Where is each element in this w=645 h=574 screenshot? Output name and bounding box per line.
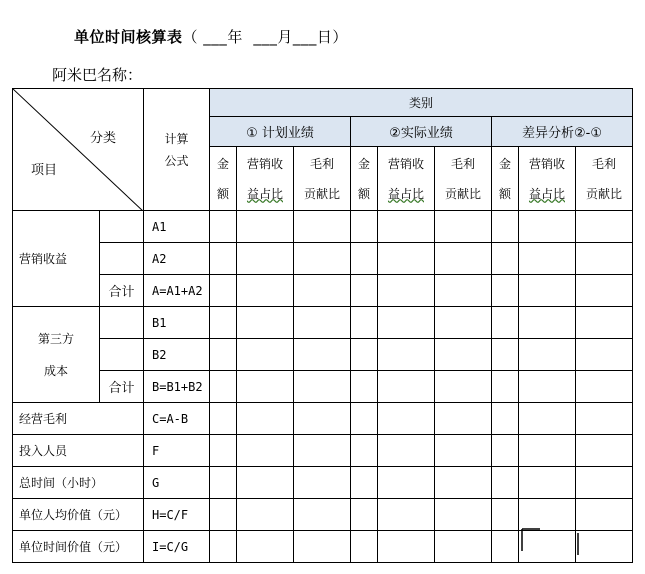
total-hours-label: 总时间（小时） [13, 467, 144, 499]
table-row [13, 339, 633, 371]
third-party-cost-label: 第三方 成本 [13, 307, 100, 403]
subtotal-label: 合计 [100, 275, 144, 307]
item-corner-label: 项目 [31, 163, 58, 178]
table-row [13, 499, 633, 531]
margin-contribution-header: 毛利 贡献比 [435, 147, 492, 211]
formula-cell: C=A-B [144, 403, 210, 435]
diagonal-line [13, 89, 144, 211]
table-row [13, 435, 633, 467]
per-hour-value-label: 单位时间价值（元） [13, 531, 144, 563]
variance-analysis-header: 差异分析②-① [492, 117, 633, 147]
formula-cell: F [144, 435, 210, 467]
table-row [13, 467, 633, 499]
staff-label: 投入人员 [13, 435, 144, 467]
subtotal-label: 合计 [100, 371, 144, 403]
accounting-table [12, 88, 633, 563]
amount-header: 金 额 [210, 147, 237, 211]
formula-cell: A1 [144, 211, 210, 243]
amount-header: 金 额 [492, 147, 519, 211]
amoeba-name-label: 阿米巴名称： [52, 66, 143, 84]
plan-performance-header: ① 计划业绩 [210, 117, 351, 147]
table-row [13, 403, 633, 435]
table-row [13, 371, 633, 403]
revenue-ratio-header: 营销收 益占比 [519, 147, 576, 211]
formula-cell: A2 [144, 243, 210, 275]
calc-formula-header: 计算 公式 [144, 89, 210, 211]
category-corner-label: 分类 [90, 131, 117, 146]
revenue-ratio-header: 营销收 益占比 [378, 147, 435, 211]
table-row [13, 211, 633, 243]
category-header: 类别 [210, 89, 633, 117]
per-person-value-label: 单位人均价值（元） [13, 499, 144, 531]
revenue-label: 营销收益 [13, 211, 100, 307]
formula-cell: B=B1+B2 [144, 371, 210, 403]
table-row [13, 307, 633, 339]
amount-header: 金 额 [351, 147, 378, 211]
formula-cell: B1 [144, 307, 210, 339]
crop-marks [518, 527, 588, 557]
margin-contribution-header: 毛利 贡献比 [576, 147, 633, 211]
gross-profit-label: 经营毛利 [13, 403, 144, 435]
formula-cell: A=A1+A2 [144, 275, 210, 307]
sheet-title: 单位时间核算表（ ___年 ___月___日） [74, 28, 348, 46]
table-row [13, 275, 633, 307]
formula-cell: I=C/G [144, 531, 210, 563]
diagonal-header-cell [13, 89, 144, 211]
margin-contribution-header: 毛利 贡献比 [294, 147, 351, 211]
formula-cell: B2 [144, 339, 210, 371]
formula-cell: H=C/F [144, 499, 210, 531]
formula-cell: G [144, 467, 210, 499]
table-row [13, 243, 633, 275]
actual-performance-header: ②实际业绩 [351, 117, 492, 147]
revenue-ratio-header: 营销收 益占比 [237, 147, 294, 211]
